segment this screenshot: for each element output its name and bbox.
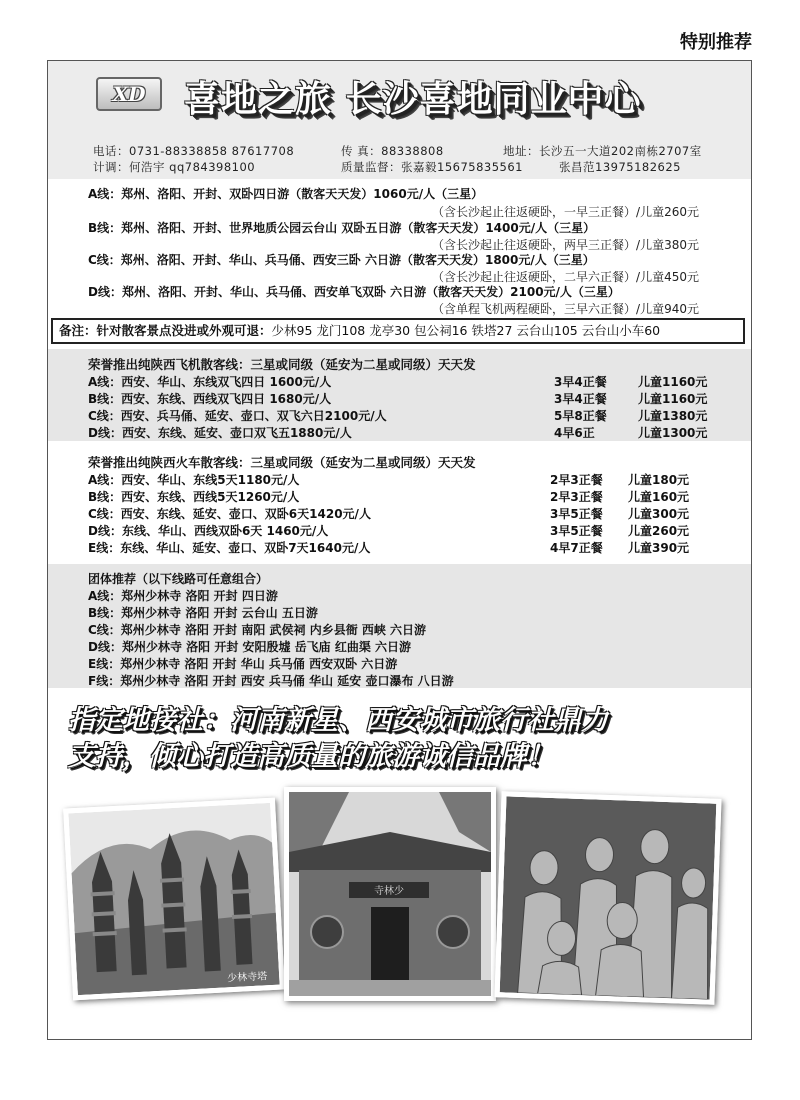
list-item: D线：郑州少林寺 洛阳 开封 安阳殷墟 岳飞庙 红曲渠 六日游: [88, 640, 412, 654]
remark-text: 少林95 龙门108 龙亭30 包公祠16 铁塔27 云台山105 云台山小车60: [271, 323, 661, 338]
row-meals: 3早4正餐: [554, 392, 607, 406]
row-route: E线：东线、华山、延安、壶口、双卧7天1640元/人: [88, 541, 371, 555]
slogan: [68, 703, 738, 775]
row-meals: 2早3正餐: [550, 473, 603, 487]
address-text: 地址：长沙五一大道202南栋2707室: [503, 144, 702, 158]
phone-text: 电话：0731-88338858 87617708: [93, 144, 295, 158]
list-item: F线：郑州少林寺 洛阳 开封 西安 兵马俑 华山 延安 壶口瀑布 八日游: [88, 674, 454, 688]
row-route: C线：西安、东线、延安、壶口、双卧6天1420元/人: [88, 507, 371, 521]
row-meals: 4早6正: [554, 426, 595, 440]
route-a-note: （含长沙起止往返硬卧，一早三正餐）/儿童260元: [432, 205, 699, 219]
route-b: B线：郑州、洛阳、开封、世界地质公园云台山 双卧五日游（散客天天发）1400元/人（三星）: [88, 221, 596, 235]
row-meals: 3早5正餐: [550, 524, 603, 538]
pagoda-forest-image: [68, 803, 279, 995]
shaolin-temple-image: [289, 792, 491, 996]
row-route: D线：西安、东线、延安、壶口双飞五1880元/人: [88, 426, 352, 440]
list-item: E线：郑州少林寺 洛阳 开封 华山 兵马俑 西安双卧 六日游: [88, 657, 398, 671]
header: [48, 61, 751, 179]
row-child-price: 儿童1160元: [638, 375, 708, 389]
fax-text: 传 真：88338808: [341, 144, 444, 158]
train-section-title: 荣誉推出纯陕西火车散客线：三星或同级（延安为二星或同级）天天发: [88, 455, 476, 470]
row-route: A线：西安、华山、东线双飞四日 1600元/人: [88, 375, 332, 389]
henan-routes: [48, 179, 751, 317]
row-child-price: 儿童390元: [628, 541, 690, 555]
slogan-line-1: 指定地接社：河南新星、西安城市旅行社鼎力: [68, 705, 608, 736]
route-a: A线：郑州、洛阳、开封、双卧四日游（散客天天发）1060元/人（三星）: [88, 187, 484, 201]
remark-label: 备注：针对散客景点没进或外观可退：: [59, 323, 272, 338]
pagoda-forest-photo: [63, 798, 285, 1001]
route-b-note: （含长沙起止往返硬卧，两早三正餐）/儿童380元: [432, 238, 699, 252]
dispatcher-text: 计调：何浩宇 qq784398100: [93, 160, 256, 174]
row-meals: 2早3正餐: [550, 490, 603, 504]
slogan-line-2: 支持，倾心打造高质量的旅游诚信品牌！: [68, 741, 554, 772]
list-item: B线：郑州少林寺 洛阳 开封 云台山 五日游: [88, 606, 318, 620]
row-child-price: 儿童1380元: [638, 409, 708, 423]
list-item: A线：郑州少林寺 洛阳 开封 四日游: [88, 589, 278, 603]
row-route: D线：东线、华山、西线双卧6天 1460元/人: [88, 524, 329, 538]
route-d: D线：郑州、洛阳、开封、华山、兵马俑、西安单飞双卧 六日游（散客天天发）2100元/人（三星）: [88, 285, 620, 299]
row-meals: 3早5正餐: [550, 507, 603, 521]
flight-section-title: 荣誉推出纯陕西飞机散客线：三星或同级（延安为二星或同级）天天发: [88, 357, 476, 372]
group-section-title: 团体推荐（以下线路可任意组合）: [88, 572, 269, 586]
supervisor2-text: 张昌范13975182625: [559, 160, 681, 174]
ad-frame: [47, 60, 752, 1040]
list-item: C线：郑州少林寺 洛阳 开封 南阳 武侯祠 内乡县衙 西峡 六日游: [88, 623, 427, 637]
remark-box: [51, 318, 745, 344]
row-child-price: 儿童300元: [628, 507, 690, 521]
row-route: A线：西安、华山、东线5天1180元/人: [88, 473, 300, 487]
row-route: C线：西安、兵马俑、延安、壶口、双飞六日2100元/人: [88, 409, 387, 423]
group-section: [48, 564, 751, 688]
row-meals: 3早4正餐: [554, 375, 607, 389]
row-child-price: 儿童1300元: [638, 426, 708, 440]
row-child-price: 儿童260元: [628, 524, 690, 538]
pagoda-caption: 少林寺塔: [226, 971, 268, 985]
row-meals: 5早8正餐: [554, 409, 607, 423]
terracotta-army-photo: [494, 791, 721, 1005]
train-section: [48, 441, 751, 561]
temple-plaque: 寺林少: [374, 886, 404, 897]
row-child-price: 儿童1160元: [638, 392, 708, 406]
row-child-price: 儿童160元: [628, 490, 690, 504]
row-meals: 4早7正餐: [550, 541, 603, 555]
row-route: B线：西安、东线、西线双飞四日 1680元/人: [88, 392, 332, 406]
row-route: B线：西安、东线、西线5天1260元/人: [88, 490, 300, 504]
supervision-text: 质量监督：张嘉毅15675835561: [341, 160, 523, 174]
route-d-note: （含单程飞机两程硬卧，三早六正餐）/儿童940元: [432, 302, 699, 316]
company-logo: XD: [96, 77, 162, 111]
headline: 喜地之旅 长沙喜地同业中心: [184, 79, 642, 120]
row-child-price: 儿童180元: [628, 473, 690, 487]
route-c: C线：郑州、洛阳、开封、华山、兵马俑、西安三卧 六日游（散客天天发）1800元/人（三星）: [88, 253, 595, 267]
shaolin-temple-photo: [284, 787, 496, 1001]
page-section-label: 特别推荐: [680, 32, 752, 53]
terracotta-army-image: [500, 796, 717, 999]
flight-section: [48, 349, 751, 441]
route-c-note: （含长沙起止往返硬卧，二早六正餐）/儿童450元: [432, 270, 699, 284]
